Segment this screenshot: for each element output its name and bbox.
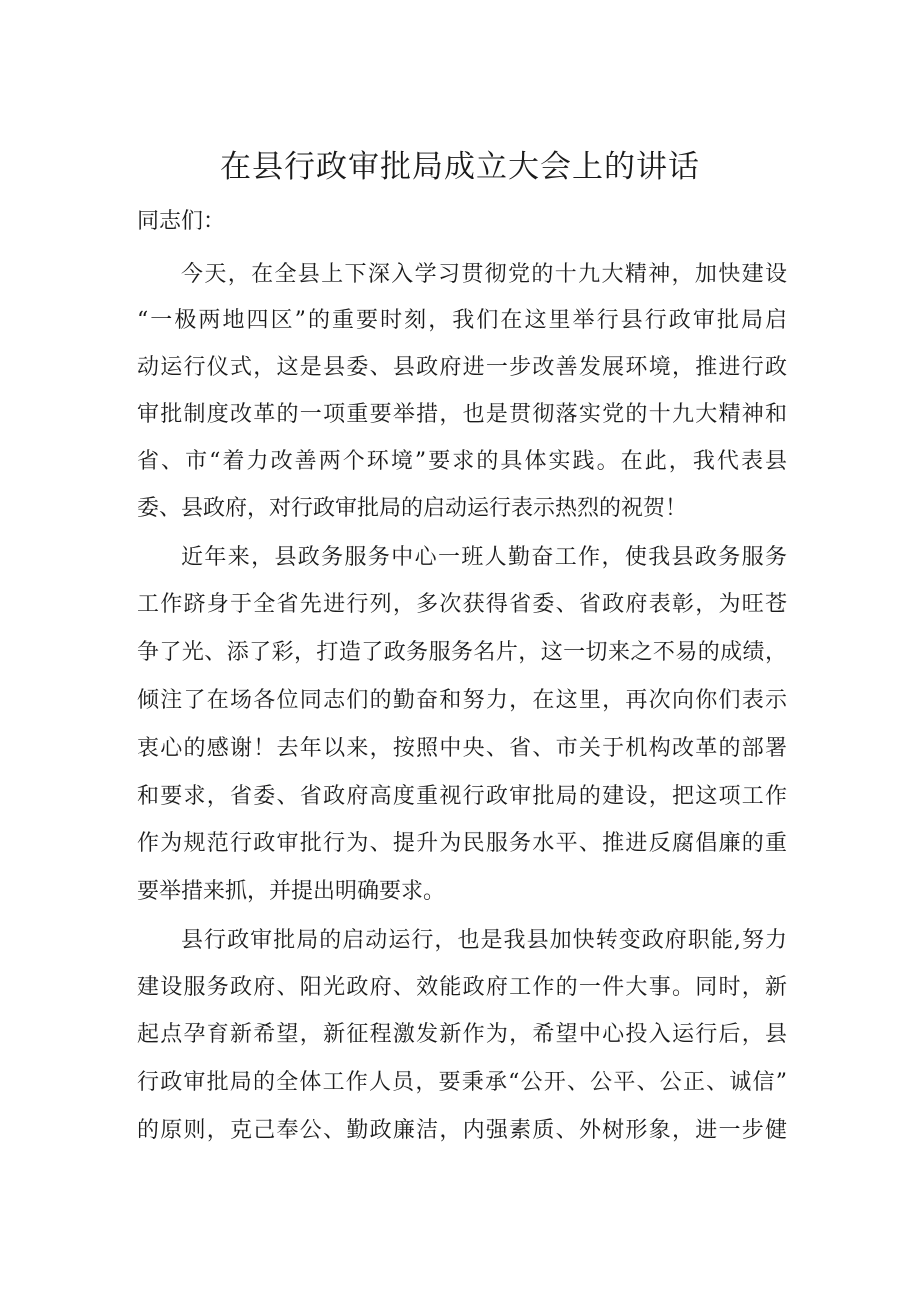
salutation: 同志们： xyxy=(137,209,226,234)
body-line: 审批制度改革的一项重要举措，也是贯彻落实党的十九大精神和 xyxy=(137,402,787,427)
body-line: 县行政审批局的启动运行，也是我县加快转变政府职能,努力 xyxy=(181,928,787,953)
body-line: 建设服务政府、阳光政府、效能政府工作的一件大事。同时，新 xyxy=(137,975,787,1000)
body-line: 工作跻身于全省先进行列，多次获得省委、省政府表彰，为旺苍 xyxy=(137,592,787,617)
body-line: 衷心的感谢！去年以来，按照中央、省、市关于机构改革的部署 xyxy=(137,736,787,761)
document-title: 在县行政审批局成立大会上的讲话 xyxy=(220,148,700,185)
body-line: 作为规范行政审批行为、提升为民服务水平、推进反腐倡廉的重 xyxy=(137,831,787,856)
body-line: 和要求，省委、省政府高度重视行政审批局的建设，把这项工作 xyxy=(137,784,787,809)
body-line: 起点孕育新希望，新征程激发新作为，希望中心投入运行后，县 xyxy=(137,1022,787,1047)
body-line: 近年来，县政务服务中心一班人勤奋工作，使我县政务服务 xyxy=(181,545,787,570)
body-line: 要举措来抓，并提出明确要求。 xyxy=(137,879,446,904)
body-line: 委、县政府，对行政审批局的启动运行表示热烈的祝贺！ xyxy=(137,496,688,521)
body-line: 省、市“着力改善两个环境”要求的具体实践。在此，我代表县 xyxy=(137,449,787,474)
body-line: 行政审批局的全体工作人员，要秉承“公开、公平、公正、诚信” xyxy=(137,1070,787,1095)
body-line: 今天，在全县上下深入学习贯彻党的十九大精神，加快建设 xyxy=(181,262,787,287)
body-line: 的原则，克己奉公、勤政廉洁，内强素质、外树形象，进一步健 xyxy=(137,1118,787,1143)
body-line: 倾注了在场各位同志们的勤奋和努力，在这里，再次向你们表示 xyxy=(137,688,787,713)
body-line: 动运行仪式，这是县委、县政府进一步改善发展环境，推进行政 xyxy=(137,355,787,380)
body-line: 争了光、添了彩，打造了政务服务名片，这一切来之不易的成绩， xyxy=(137,640,787,665)
body-line: “一极两地四区”的重要时刻，我们在这里举行县行政审批局启 xyxy=(137,308,787,333)
